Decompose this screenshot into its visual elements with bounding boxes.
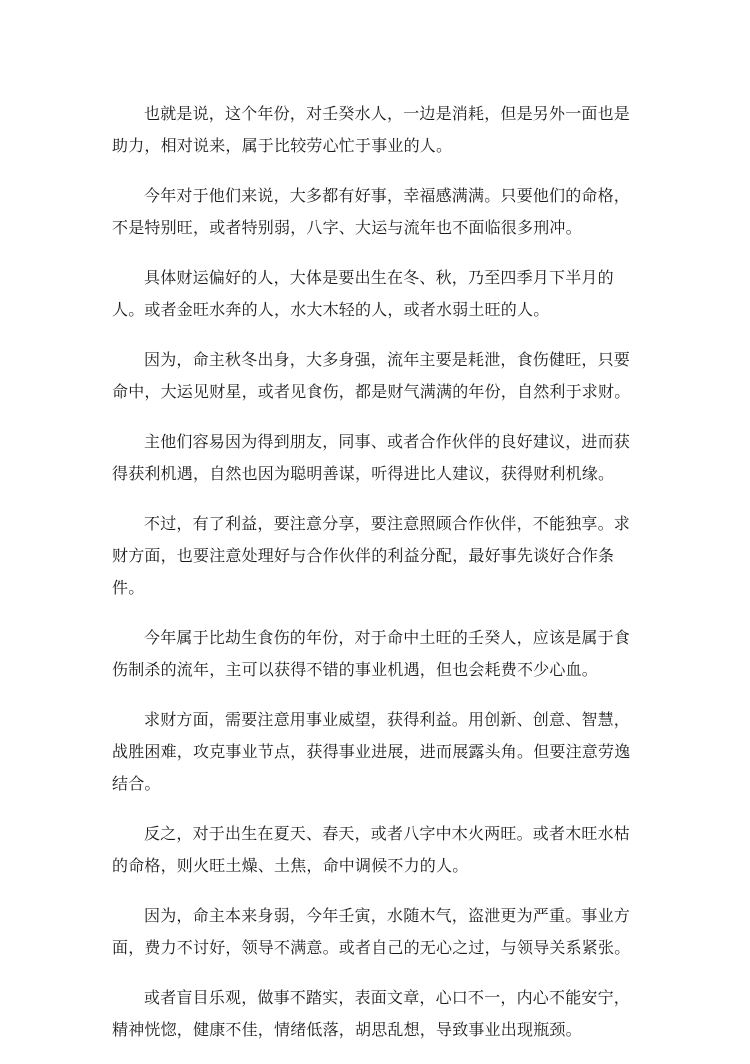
document-body [112,98,640,1064]
paragraph-8: 求财方面，需要注意用事业威望，获得利益。用创新、创意、智慧，战胜困难，攻克事业节点，获得事业进展，进而展露头角。但要注意劳逸结合。 [112,710,631,793]
paragraph-11: 或者盲目乐观，做事不踏实，表面文章，心口不一，内心不能安宁，精神恍惚，健康不佳，情绪低落，胡思乱想，导致事业出现瓶颈。 [112,988,631,1039]
paragraph-9: 反之，对于出生在夏天、春天，或者八字中木火两旺。或者木旺水枯的命格，则火旺土燥、土焦，命中调候不力的人。 [112,824,631,875]
paragraph-7: 今年属于比劫生食伤的年份，对于命中土旺的壬癸人，应该是属于食伤制杀的流年，主可以获得不错的事业机遇，但也会耗费不少心血。 [112,628,631,679]
paragraph-1: 也就是说，这个年份，对壬癸水人，一边是消耗，但是另外一面也是助力，相对说来，属于比较劳心忙于事业的人。 [112,104,631,155]
paragraph-10: 因为，命主本来身弱，今年壬寅，水随木气，盗泄更为严重。事业方面，费力不讨好，领导不满意。或者自己的无心之过，与领导关系紧张。 [112,906,631,957]
paragraph-5: 主他们容易因为得到朋友，同事、或者合作伙伴的良好建议，进而获得获利机遇，自然也因为聪明善谋，听得进比人建议，获得财利机缘。 [112,432,631,483]
paragraph-4: 因为，命主秋冬出身，大多身强，流年主要是耗泄，食伤健旺，只要命中，大运见财星，或者见食伤，都是财气满满的年份，自然利于求财。 [112,350,631,401]
paragraph-6: 不过，有了利益，要注意分享，要注意照顾合作伙伴，不能独享。求财方面，也要注意处理好与合作伙伴的利益分配，最好事先谈好合作条件。 [112,514,631,597]
paragraph-3: 具体财运偏好的人，大体是要出生在冬、秋，乃至四季月下半月的人。或者金旺水奔的人，水大木轻的人，或者水弱土旺的人。 [112,268,614,319]
paragraph-2: 今年对于他们来说，大多都有好事，幸福感满满。只要他们的命格，不是特别旺，或者特别弱，八字、大运与流年也不面临很多刑冲。 [112,186,631,237]
